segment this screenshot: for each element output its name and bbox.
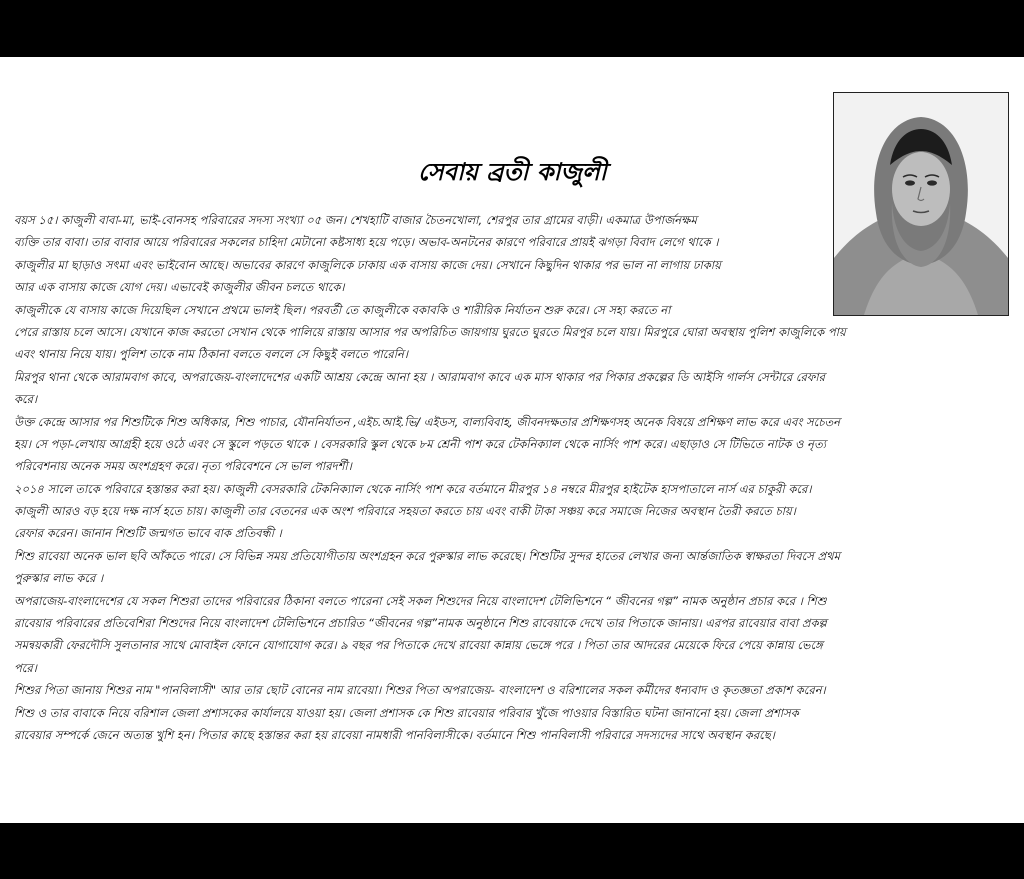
text-line: হয়। সে পড়া-লেখায় আগ্রহী হয়ে ওঠে এবং সে স্কুলে পড়তে থাকে । বেসরকারি স্কুল থেকে ৮ম শ্রেনী পাশ করে টেকনিক্যাল থেকে নার্সিং পাশ করে। এছাড়াও সে টিভিতে নাটক ও নৃত্য — [14, 436, 826, 451]
text-line: বয়স ১৫। কাজুলী বাবা-মা, ভাই-বোনসহ পরিবারের সদস্য সংখ্যা ০৫ জন। শেখহাটি বাজার চৈতনখোলা, শেরপুর তার গ্রামের বাড়ী। একমাত্র উপার্জনক্ষম — [14, 213, 697, 227]
text-line: শিশুর পিতা জানায় শিশুর নাম "পানবিলাসী" আর তার ছোট বোনের নাম রাবেয়া। শিশুর পিতা অপরাজেয়- বাংলাদেশ ও বরিশালের সকল কর্মীদের ধন্যবাদ ও কৃতজ্ঞতা প্রকাশ করেন। — [14, 683, 826, 698]
text-line: পুরুস্কার লাভ করে । — [14, 571, 104, 586]
text-line: মিরপুর থানা থেকে আরামবাগ কাবে, অপরাজেয়-বাংলাদেশের একটি আশ্রয় কেন্দ্রে আনা হয় । আরামবাগ কাবে এক মাস থাকার পর পিকার প্রকল্পের ডি আইসি গার্লস সেন্টারে রেফার — [14, 369, 825, 384]
article-body — [14, 209, 1014, 746]
text-line: এবং থানায় নিয়ে যায়। পুলিশ তাকে নাম ঠিকানা বলতে বললে সে কিছুই বলতে পারেনি। — [14, 347, 408, 362]
text-line: পেরে রাস্তায় চলে আসে। যেখানে কাজ করতো সেখান থেকে পালিয়ে রাস্তায় আসার পর অপরিচিত জায়গায় ঘুরতে ঘুরতে মিরপুর চলে যায়। মিরপুরে ঘোরা অবস্থায় পুলিশ কাজুলিকে পায় — [14, 324, 846, 339]
text-line: রাবেয়ার পরিবারের প্রতিবেশিরা শিশুদের নিয়ে বাংলাদেশ টেলিভিশনে প্রচারিত “জীবনের গল্প”নামক অনুষ্ঠানে শিশু রাবেয়াকে দেখে তার পিতাকে জানায়। এরপর রাবেয়ার বাবা প্রকল্প — [14, 616, 827, 631]
text-line: ২০১৪ সালে তাকে পরিবারে হস্তান্তর করা হয়। কাজুলী বেসরকারি টেকনিক্যাল থেকে নার্সিং পাশ করে বর্তমানে মীরপুর ১৪ নম্বরে মীরপুর হাইটেক হাসপাতালে নার্স এর চাকুরী করে। — [14, 481, 812, 496]
text-line: শিশু ও তার বাবাকে নিয়ে বরিশাল জেলা প্রশাসকের কার্যালয়ে যাওয়া হয়। জেলা প্রশাসক কে শিশু রাবেয়ার পরিবার খুঁজে পাওয়ার বিস্তারিত ঘটনা জানানো হয়। জেলা প্রশাসক — [14, 705, 799, 720]
text-line: কাজুলীর মা ছাড়াও সৎমা এবং ভাইবোন আছে। অভাবের কারণে কাজুলিকে ঢাকায় এক বাসায় কাজে দেয়। সেখানে কিছুদিন থাকার পর ভাল না লাগায় ঢাকায় — [14, 257, 721, 272]
text-line: উক্ত কেন্দ্রে আসার পর শিশুটিকে শিশু অধিকার, শিশু পাচার, যৌননির্যাতন ,এইচ.আই.ভি/ এইডস, বাল্যবিবাহ, জীবনদক্ষতার প্রশিক্ষণসহ অনেক বিষয়ে প্রশিক্ষণ লাভ করে এবং সচেতন — [14, 414, 840, 429]
text-line: অপরাজেয়-বাংলাদেশের যে সকল শিশুরা তাদের পরিবারের ঠিকানা বলতে পারেনা সেই সকল শিশুদের নিয়ে বাংলাদেশ টেলিভিশনে “ জীবনের গল্প” নামক অনুষ্ঠান প্রচার করে । শিশু — [14, 593, 827, 608]
text-line: করে। — [14, 392, 38, 407]
text-line: রাবেয়ার সম্পর্কে জেনে অত্যন্ত খুশি হন। পিতার কাছে হস্তান্তর করা হয় রাবেয়া নামধারী পানবিলাসীকে। বর্তমানে শিশু পানবিলাসী পরিবারে সদস্যদের সাথে অবস্থান করছে। — [14, 727, 775, 742]
text-line: আর এক বাসায় কাজে যোগ দেয়। এভাবেই কাজুলীর জীবন চলতে থাকে। — [14, 280, 345, 295]
page-title: সেবায় ব্রতী কাজুলী — [418, 158, 607, 186]
text-line: রেফার করেন। জানান শিশুটি জন্মগত ভাবে বাক প্রতিবন্ধী । — [14, 526, 282, 541]
text-line: শিশু রাবেয়া অনেক ভাল ছবি আঁকতে পারে। সে বিভিন্ন সময় প্রতিযোগীতায় অংশগ্রহন করে পুরুস্কার লাভ করেছে। শিশুটির সুন্দর হাতের লেখার জন্য আর্ন্তজাতিক স্বাক্ষরতা দিবসে প্রথম — [14, 548, 840, 563]
text-line: পরিবেশনায় অনেক সময় অংশগ্রহণ করে। নৃত্য পরিবেশনে সে ভাল পারদর্শী। — [14, 459, 352, 474]
text-line: সমন্বয়কারী ফেরদৌসি সুলতানার সাথে মোবাইল ফোনে যোগাযোগ করে। ৯ বছর পর পিতাকে দেখে রাবেয়া কান্নায় ভেঙ্গে পরে । পিতা তার আদরের মেয়েকে ফিরে পেয়ে কান্নায় ভেঙ্গে — [14, 638, 823, 653]
text-line: পরে। — [14, 660, 37, 675]
text-line: কাজুলীকে যে বাসায় কাজে দিয়েছিল সেখানে প্রথমে ভালই ছিল। পরবর্তী তে কাজুলীকে বকাবকি ও শারীরিক নির্যাতন শুরু করে। সে সহ্য করতে না — [14, 302, 671, 317]
text-line: কাজুলী আরও বড় হয়ে দক্ষ নার্স হতে চায়। কাজুলী তার বেতনের এক অংশ পরিবারে সহয়তা করতে চায় এবং বাকী টাকা সঞ্চয় করে সমাজে নিজের অবস্থান তৈরী করতে চায়। — [14, 504, 796, 519]
text-line: ব্যক্তি তার বাবা। তার বাবার আয়ে পরিবারের সকলের চাহিদা মেটানো কষ্টসাধ্য হয়ে পড়ে। অভাব-অনটনের কারণে পরিবারে প্রায়ই ঝগড়া বিবাদ লেগে থাকে । — [14, 235, 719, 250]
document-page — [0, 57, 1024, 823]
